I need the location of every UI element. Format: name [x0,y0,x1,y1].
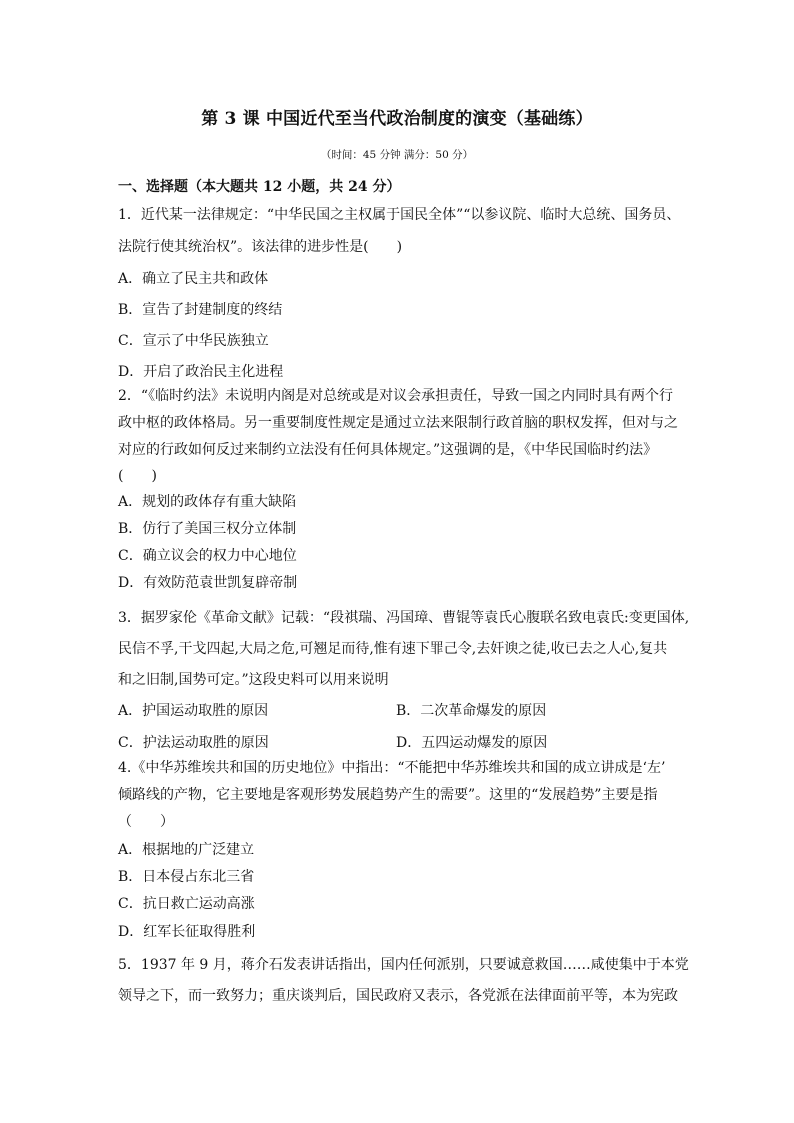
q2-stem-line: 2．“《临时约法》未说明内阁是对总统或是对议会承担责任，导致一国之内同时具有两个行 [118,388,674,404]
q1-option-d: D．开启了政治民主化进程 [118,364,284,380]
lesson-title: 第 3 课 中国近代至当代政治制度的演变（基础练） [201,109,593,129]
q1-option-b: B．宣告了封建制度的终结 [118,302,283,318]
q2-option-b: B．仿行了美国三权分立体制 [118,521,297,537]
q3-stem-line: 民信不孚,干戈四起,大局之危,可翘足而待,惟有速下罪己令,去奸谀之徒,收已去之人心,复共 [118,641,668,657]
q4-option-d: D．红军长征取得胜利 [118,924,256,940]
q3-stem-line: 和之旧制,国势可定。”这段史料可以用来说明 [118,672,389,688]
q4-stem-line: 4.《中华苏维埃共和国的历史地位》中指出：“不能把中华苏维埃共和国的成立讲成是‘左’ [118,760,666,776]
q3-option-c: C．护法运动取胜的原因 [118,735,269,751]
q2-stem-line: 政中枢的政体格局。另一重要制度性规定是通过立法来限制行政首脑的职权发挥，但对与之 [118,415,678,431]
q5-stem-line: 5．1937 年 9 月，蒋介石发表讲话指出，国内任何派别，只要诚意救国……咸使集中于本党 [118,957,689,973]
q4-stem-line: 倾路线的产物，它主要地是客观形势发展趋势产生的需要”。这里的“发展趋势”主要是指 [118,787,658,803]
q3-stem-line: 3．据罗家伦《革命文献》记载：“段祺瑞、冯国璋、曹锟等袁氏心腹联名致电袁氏:变更国体, [118,610,690,626]
q3-option-b: B．二次革命爆发的原因 [396,703,547,719]
section-heading: 一、选择题（本大题共 12 小题，共 24 分） [118,179,401,195]
q1-option-c: C．宣示了中华民族独立 [118,333,269,349]
q2-option-d: D．有效防范袁世凯复辟帝制 [118,575,298,591]
q1-stem-line: 法院行使其统治权”。该法律的进步性是( ) [118,239,403,255]
q4-option-a: A．根据地的广泛建立 [118,842,255,858]
q1-option-a: A．确立了民主共和政体 [118,271,269,287]
q3-option-a: A．护国运动取胜的原因 [118,703,269,719]
q2-option-c: C．确立议会的权力中心地位 [118,548,297,564]
q1-stem-line: 1．近代某一法律规定：“中华民国之主权属于国民全体”“以参议院、临时大总统、国务员、 [118,207,681,223]
q2-stem-line: ( ) [118,468,157,484]
q4-option-b: B．日本侵占东北三省 [118,869,255,885]
q2-option-a: A．规划的政体存有重大缺陷 [118,494,297,510]
exam-info: （时间：45 分钟 满分：50 分） [320,149,474,161]
q3-option-d: D．五四运动爆发的原因 [396,735,548,751]
q2-stem-line: 对应的行政如何反过来制约立法没有任何具体规定。”这强调的是，《中华民国临时约法》 [118,442,658,458]
q4-stem-line: （ ） [118,814,174,830]
q5-stem-line: 领导之下，而一致努力；重庆谈判后，国民政府又表示，各党派在法律面前平等，本为宪政 [118,988,678,1004]
q4-option-c: C．抗日救亡运动高涨 [118,896,255,912]
